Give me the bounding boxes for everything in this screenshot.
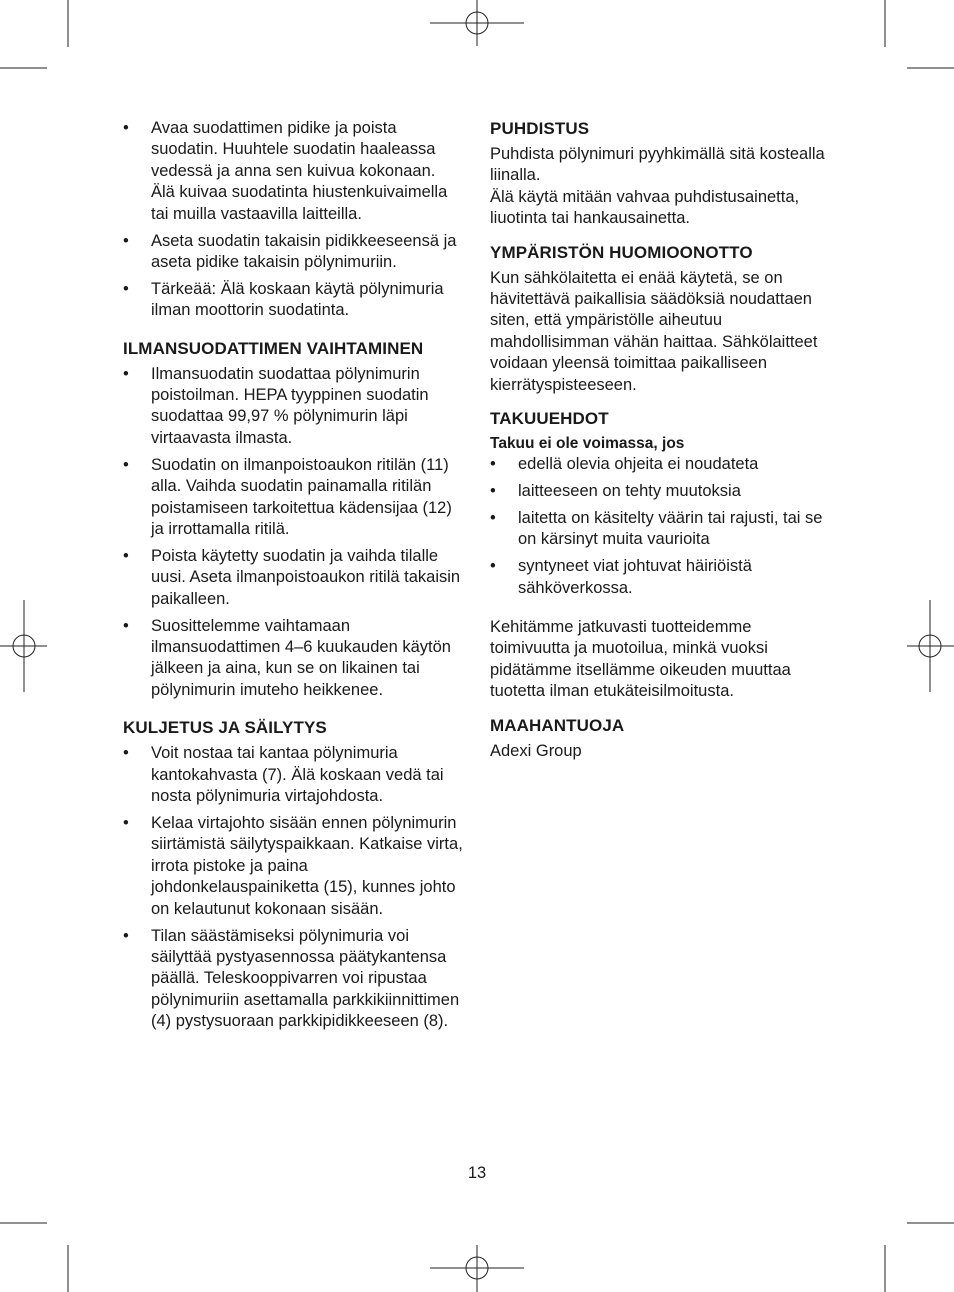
list-item: • Kelaa virtajohto sisään ennen pölynimurin siirtämistä säilytyspaikkaan. Katkaise virta, irrota pistoke ja paina johdonkelauspainiketta (15), kunnes johto on kelautunut kokonaan sisään.: [123, 813, 463, 918]
bullet-icon: •: [123, 119, 129, 137]
importer-text: Adexi Group: [490, 741, 582, 760]
bullet-icon: •: [123, 279, 129, 298]
bullet-icon: •: [123, 455, 129, 474]
list-item: • Avaa suodattimen pidike ja poista suodatin. Huuhtele suodatin haaleassa vedessä ja anna sen kuivua kokonaan. Älä kuivaa suodatinta hiustenkuivaimella tai muilla vastaavilla laitteilla.: [123, 119, 448, 223]
list-item: • Tilan säästämiseksi pölynimuria voi säilyttää pystyasennossa päätykantensa päällä. Teleskooppivarren voi ripustaa pölynimuriin asettamalla parkkikiinnittimen (4) pystysuoraan parkkipidikkeeseen (8).: [123, 926, 460, 1031]
list-item: • laitteeseen on tehty muutoksia: [490, 481, 830, 502]
transport-list: [123, 743, 463, 1032]
list-item: • Ilmansuodatin suodattaa pölynimurin poistoilman. HEPA tyyppinen suodatin suodattaa 99,97 % pölynimurin läpi virtaavasta ilmasta.: [123, 364, 429, 447]
list-item: • Suodatin on ilmanpoistoaukon ritilän (11) alla. Vaihda suodatin painamalla ritilän poistamiseen tarkoitettua kädensijaa (12) ja irrottamalla ritilä.: [123, 455, 452, 538]
bullet-icon: •: [123, 364, 129, 383]
list-item: • syntyneet viat johtuvat häiriöistä sähköverkossa.: [490, 557, 752, 597]
bullet-icon: •: [123, 231, 129, 250]
bullet-icon: •: [490, 508, 496, 527]
registration-target-left: [0, 600, 47, 692]
bullet-icon: •: [123, 813, 129, 832]
list-item: • laitetta on käsitelty väärin tai rajusti, tai se on kärsinyt muita vaurioita: [490, 508, 823, 549]
bullet-icon: •: [123, 744, 129, 763]
section-heading-warranty: TAKUUEHDOT: [490, 409, 609, 429]
intro-list: [123, 118, 463, 322]
bullet-icon: •: [490, 557, 496, 576]
warranty-closing-text: Kehitämme jatkuvasti tuotteidemme toimivuutta ja muotoilua, minkä vuoksi pidätämme itsellämme oikeuden muuttaa tuotetta ilman etukäteisilmoitusta.: [490, 618, 791, 701]
warranty-subheading: Takuu ei ole voimassa, jos: [490, 435, 685, 453]
registration-target-top: [430, 0, 524, 46]
page-number: 13: [467, 1164, 487, 1182]
warranty-list: [490, 454, 830, 599]
registration-target-bottom: [430, 1245, 524, 1292]
environment-text: Kun sähkölaitetta ei enää käytetä, se on hävitettävä paikallisia säädöksiä noudattaen siten, että ympäristölle aiheutuu mahdollisimman vähän haittaa. Sähkölaitteet voidaan yleensä toimittaa paikalliseen kierrätyspisteeseen.: [490, 268, 818, 394]
section-heading-importer: MAAHANTUOJA: [490, 715, 625, 735]
bullet-icon: •: [490, 455, 496, 474]
right-column: [490, 118, 830, 762]
left-column: [123, 118, 463, 1038]
list-item: • edellä olevia ohjeita ei noudateta: [490, 454, 830, 475]
list-item: • Poista käytetty suodatin ja vaihda tilalle uusi. Aseta ilmanpoistoaukon ritilä takaisin paikalleen.: [123, 546, 461, 608]
bullet-icon: •: [490, 481, 496, 500]
list-item: • Voit nostaa tai kantaa pölynimuria kantokahvasta (7). Älä koskaan vedä tai nosta pölynimuria virtajohdosta.: [123, 744, 444, 806]
registration-target-right: [907, 600, 954, 692]
bullet-icon: •: [123, 926, 129, 945]
section-heading-air-filter: ILMANSUODATTIMEN VAIHTAMINEN: [123, 338, 424, 358]
bullet-icon: •: [123, 546, 129, 565]
cleaning-text: Puhdista pölynimuri pyyhkimällä sitä kostealla liinalla.: [490, 145, 825, 185]
air-filter-list: [123, 364, 463, 702]
section-heading-cleaning: PUHDISTUS: [490, 119, 590, 138]
cleaning-warning-text: Älä käytä mitään vahvaa puhdistusainetta, liuotinta tai hankausainetta.: [490, 187, 800, 228]
list-item: • Tärkeää: Älä koskaan käytä pölynimuria ilman moottorin suodatinta.: [123, 279, 444, 320]
list-item: • Aseta suodatin takaisin pidikkeeseensä ja aseta pidike takaisin pölynimuriin.: [123, 231, 457, 271]
bullet-icon: •: [123, 616, 129, 635]
list-item: • Suosittelemme vaihtamaan ilmansuodattimen 4–6 kuukauden käytön jälkeen ja aina, kun se on likainen tai pölynimurin imuteho heikkenee.: [123, 616, 451, 699]
section-heading-transport: KULJETUS JA SÄILYTYS: [123, 718, 327, 738]
section-heading-environment: YMPÄRISTÖN HUOMIOONOTTO: [490, 242, 753, 262]
